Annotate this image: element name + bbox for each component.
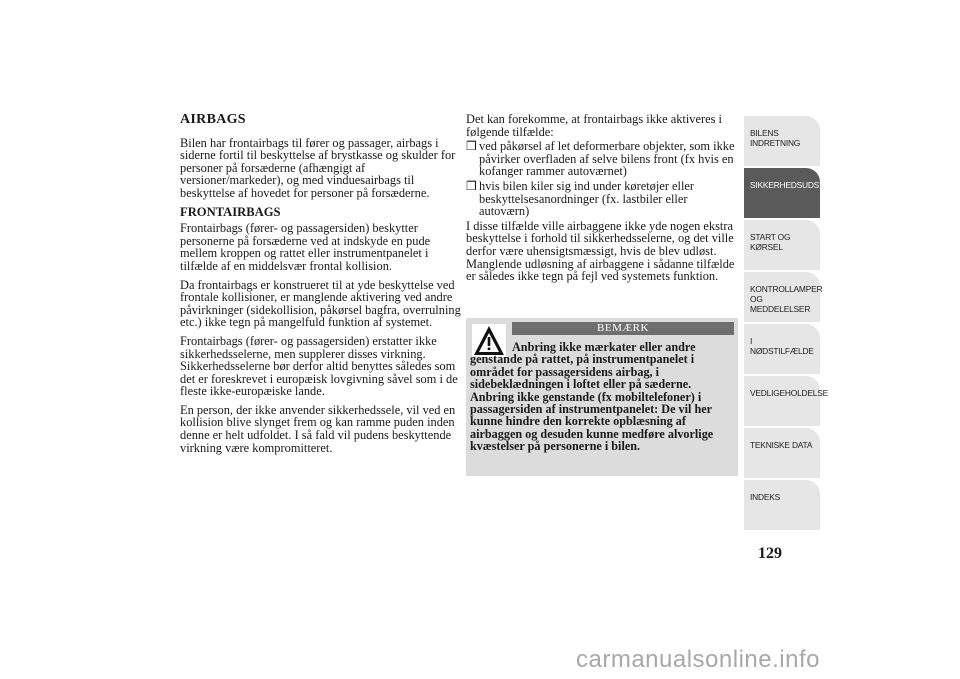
list-item-text: ved påkørsel af let deformerbare objekter, som ikke påvirker overfladen af selve bilens front (fx hvis en kofanger rammer autoværnet)	[479, 139, 735, 179]
checkbox-bullet-icon: ❒	[466, 178, 477, 193]
tab-indeks[interactable]: INDEKS	[744, 480, 820, 530]
list-item-text: hvis bilen kiler sig ind under køretøjer eller beskyttelsesanordninger (fx. lastbiler eller autoværn)	[479, 178, 695, 219]
paragraph: Frontairbags (fører- og passagersiden) beskytter personerne på forsæderne ved at indskyde en pude mellem kroppen og rattet eller instrumentpanelet i tilfælde af en middelsvær frontal kollision.	[180, 221, 431, 273]
intro-paragraph: Det kan forekomme, at frontairbags ikke aktiveres i følgende tilfælde:	[466, 112, 722, 139]
paragraph: Frontairbags (fører- og passagersiden) erstatter ikke sikkerhedsselerne, men supplerer disses virkning. Sikkerhedsselerne bør derfor altid benyttes således som det er foreskrevet i europæisk lovgivning såvel som i de fleste ikke-europæiske lande.	[180, 333, 458, 399]
tab-start-og-korsel[interactable]: START OG KØRSEL	[744, 220, 820, 270]
tab-sikkerhedsudstyr[interactable]: SIKKERHEDSUDSTYR	[744, 168, 820, 218]
note-text: Anbring ikke mærkater eller andre genstande på rattet, på instrumentpanelet i området for passagersidens airbag, i sidebeklædningen i loftet eller på sæderne. Anbring ikke genstande (fx mobiltelefoner) i passagersiden af instrumentpanelet: De vil her kunne hindre den korrekte opblæsning af airbaggen og desuden kunne medføre alvorlige kvæstelser på personerne i bilen.	[470, 340, 714, 454]
chapter-sidebar	[744, 116, 836, 532]
watermark: carmanualsonline.info	[576, 646, 820, 673]
tab-vedligeholdelse[interactable]: VEDLIGEHOLDELSE	[744, 376, 820, 426]
intro-paragraph: Bilen har frontairbags til fører og passager, airbags i siderne fortil til beskyttelse af brystkasse og skulder for personer på forsæderne (afhængigt af versioner/markeder), og med vinduesairbags til beskyttelse af hovedet for personer på forsæderne.	[180, 135, 456, 200]
right-column	[466, 113, 740, 289]
checkbox-bullet-icon: ❒	[466, 139, 477, 154]
left-column	[180, 114, 462, 460]
paragraph: En person, der ikke anvender sikkerhedssele, vil ved en kollision blive slynget frem og kan ramme puden inden denne er helt udfoldet. I så fald vil pudens beskyttende virkning være kompromitteret.	[180, 402, 456, 455]
list-item	[466, 140, 740, 178]
tab-i-nodstilfaelde[interactable]: I NØDSTILFÆLDE	[744, 324, 820, 374]
list-item	[466, 180, 740, 218]
tab-bilens-indretning[interactable]: BILENS INDRETNING	[744, 116, 820, 166]
tab-tekniske-data[interactable]: TEKNISKE DATA	[744, 428, 820, 478]
subheading: FRONTAIRBAGS	[180, 204, 281, 219]
paragraph: I disse tilfælde ville airbaggene ikke yde nogen ekstra beskyttelse i forhold til sikkerhedsselerne, og det ville derfor være uhensigtsmæssigt, hvis de blev udløst. Manglende udløsning af airbaggene i sådanne tilfælde er således ikke tegn på fejl ved systemets funktion.	[466, 218, 735, 284]
page-number: 129	[758, 545, 782, 562]
note-box	[466, 318, 738, 476]
section-heading: AIRBAGS	[180, 112, 246, 127]
paragraph: Da frontairbags er konstrueret til at yde beskyttelse ved frontale kollisioner, er manglende aktivering ved andre påvirkninger (sidekollision, påkørsel bagfra, overrulning etc.) ikke tegn på mangelfuld funktion af systemet.	[180, 277, 461, 330]
tab-kontrollamper[interactable]: KONTROLLAMPER OG MEDDELELSER	[744, 272, 820, 322]
note-label: BEMÆRK	[512, 322, 734, 335]
